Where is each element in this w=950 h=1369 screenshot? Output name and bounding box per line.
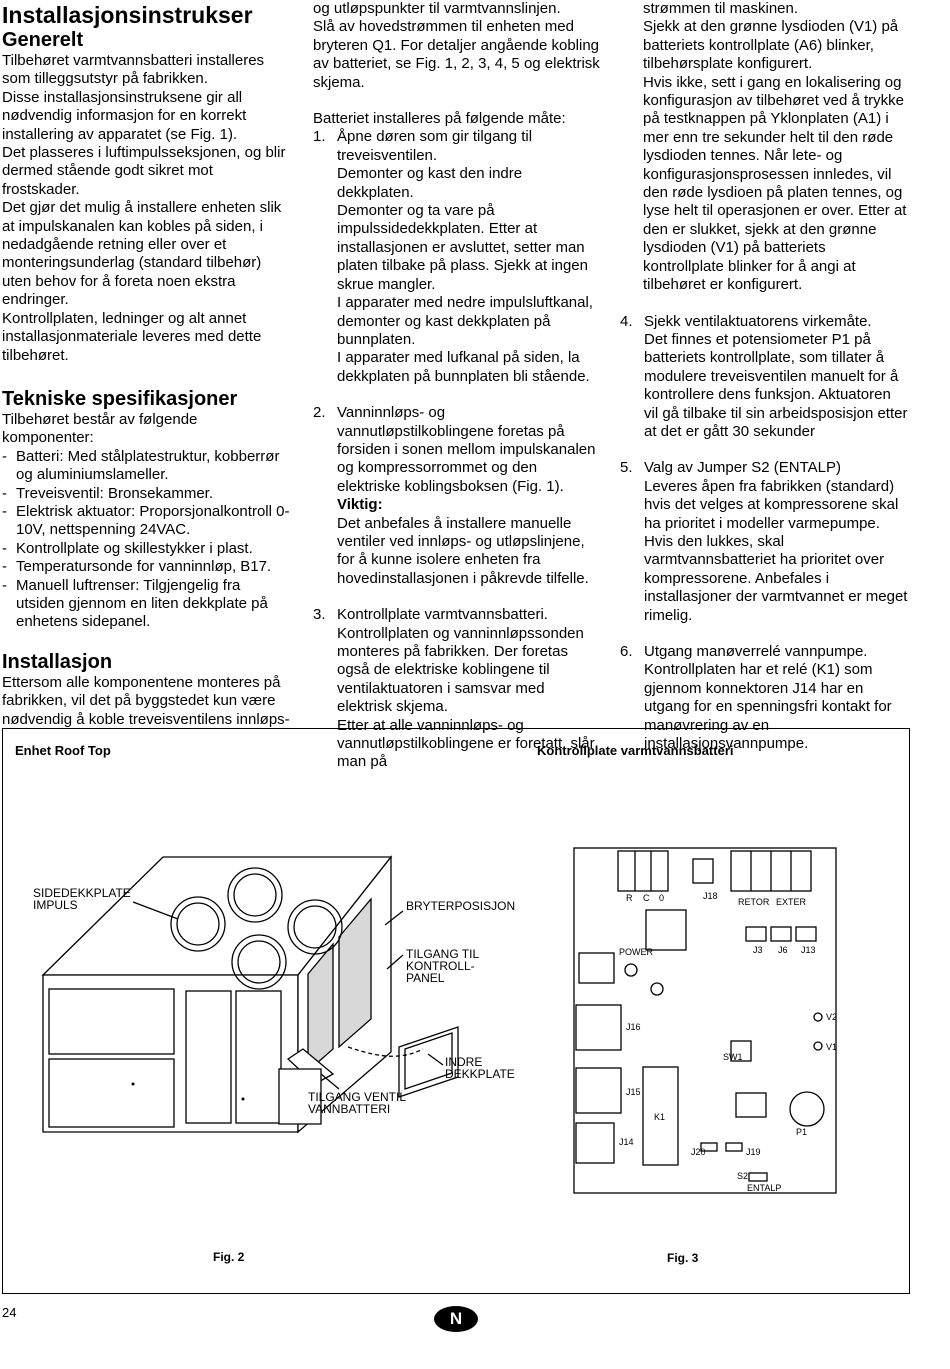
svg-text:KONTROLL-: KONTROLL- [406, 959, 475, 973]
label-tilgang-ventil: TILGANG VENTIL [308, 1090, 407, 1104]
list-item: - Temperatursonde for vanninnløp, B17. [2, 558, 272, 576]
step-4: 4. Sjekk ventilaktuatorens virkemåte. Det finnes et potensiometer P1 på batteriets kontrollplate, som tillater å modulere treveisventilen manuelt for å kontrollere dens funksjon. Aktuatoren vil gå tilbake til sin arbeidsposisjon etter at det er gått 30 sekunder [620, 312, 908, 440]
step-2: 2. Vanninnløps- og vannutløpstilkoblingene foretas på forsiden i sonen mellom impulskanalen og kompressorrommet og den elektriske koblingsboksen (Fig. 1). Viktig: Det anbefales å installere manuelle ventiler ved innløps- og utløpslinjene, for å kunne isolere enheten fra hovedinstallasjonen i påkrevde tilfelle. [313, 404, 596, 587]
label-tilgang: TILGANG TIL [406, 947, 480, 961]
label-entalp: ENTALP [747, 1183, 782, 1193]
paragraph: Det plasseres i luftimpulsseksjonen, og blir dermed stående godt sikret mot frostskader. [2, 144, 286, 198]
label-j19: J19 [746, 1147, 761, 1157]
list-item: - Manuell luftrenser: Tilgjengelig fra utsiden gjennom en liten dekkplate på enhetens sidepanel. [2, 576, 268, 631]
paragraph: Tilbehøret består av følgende komponenter: [2, 410, 198, 447]
label-retor: RETOR [738, 897, 770, 907]
step-6: 6. Utgang manøverrelé vannpumpe. Kontrollplaten har et relé (K1) som gjennom konnektoren J14 har en utgang for en spenningsfri kontakt for manøvrering av en installasjonsvannpumpe. [620, 643, 892, 753]
paragraph: Slå av hovedstrømmen til enheten med bryteren Q1. For detaljer angående kobling av batteriet, se Fig. 1, 2, 3, 4, 5 og elektrisk skjema. [313, 18, 600, 91]
label-j15: J15 [626, 1087, 641, 1097]
fig2-caption: Fig. 2 [213, 1250, 245, 1264]
svg-text:PANEL: PANEL [406, 971, 445, 985]
step-5: 5. Valg av Jumper S2 (ENTALP) Leveres åpen fra fabrikken (standard) hvis det velges at kompressorene skal ha prioritet i modeller varmepumpe. Hvis den lukkes, skal varmtvannsbatteriet ha prioritet over kompressorene. Anbefales i installasjoner der varmtvannet er meget rimelig. [620, 459, 908, 624]
column-2 [313, 0, 601, 772]
svg-text:VANNBATTERI: VANNBATTERI [308, 1102, 391, 1116]
list-item: - Treveisventil: Bronsekammer. [2, 484, 214, 502]
paragraph: Tilbehøret varmtvannsbatteri installeres som tilleggsutstyr på fabrikken. [2, 52, 265, 88]
fig2-heading: Enhet Roof Top [15, 743, 111, 758]
fig3-caption: Fig. 3 [667, 1251, 699, 1265]
paragraph: Det gjør det mulig å installere enheten slik at impulskanalen kan kobles på siden, i nedadgående retning eller over et monteringsunderlag (standard tilbehør) uten behov for å foreta noen ekstra endringer. [2, 199, 282, 309]
label-k1: K1 [654, 1112, 666, 1122]
paragraph: Kontrollplaten, ledninger og alt annet installasjonmateriale leveres med dette tilbehøret. [2, 309, 262, 364]
label-j16: J16 [626, 1022, 641, 1032]
page-title: Installasjonsinstrukser [2, 2, 253, 28]
label-v1: V1 [826, 1042, 838, 1052]
list-item: - Elektrisk aktuator: Proporsjonalkontroll 0-10V, nettspenning 24VAC. [2, 502, 290, 539]
heading-generelt: Generelt [2, 29, 84, 51]
fig3-heading: Kontrollplate varmtvannsbatteri [537, 743, 734, 758]
label-j6: J6 [778, 945, 788, 955]
label-c: C [643, 893, 650, 903]
label-s2: S2 [737, 1171, 749, 1181]
roof-top-unit-illustration [3, 729, 543, 1249]
label-j3: J3 [753, 945, 763, 955]
label-r: R [626, 893, 633, 903]
label-v2: V2 [826, 1012, 838, 1022]
column-1 [2, 0, 292, 729]
label-j14: J14 [619, 1137, 634, 1147]
figure-box [2, 728, 910, 1294]
language-badge: N [434, 1306, 478, 1332]
label-impuls: IMPULS [33, 898, 78, 912]
column-3 [620, 0, 908, 753]
paragraph: Disse installasjonsinstruksene gir all nødvendig informasjon for en korrekt installering av apparatet (se Fig. 1). [2, 88, 247, 143]
paragraph: Batteriet installeres på følgende måte: [313, 110, 566, 128]
paragraph: Sjekk at den grønne lysdioden (V1) på batteriets kontrollplate (A6) blinker, tilbehørsplate konfigurert. [643, 18, 899, 73]
heading-installasjon: Installasjon [2, 650, 113, 673]
label-j13: J13 [801, 945, 816, 955]
paragraph: Ettersom alle komponentene monteres på fabrikken, vil det på byggstedet kun være nødvendig å koble treveisventilens innløps- [2, 673, 290, 728]
label-0: 0 [659, 893, 665, 903]
label-j18: J18 [703, 891, 718, 901]
label-sidedekkplate: SIDEDEKKPLATE [33, 886, 131, 900]
list-item: - Batteri: Med stålplatestruktur, kobberrør og aluminiumslameller. [2, 447, 280, 484]
label-j20: J20 [691, 1147, 706, 1157]
svg-text:DEKKPLATE: DEKKPLATE [445, 1067, 515, 1081]
step-3: 3. Kontrollplate varmtvannsbatteri. Kontrollplaten og vanninnløpssonden monteres på fabrikken. Der foretas også de elektriske koblingene til ventilaktuatoren i samsvar med elektrisk skjema. Etter at alle vanninnløps- og vannutløpstilkoblingene er foretatt, slår man på [313, 606, 595, 771]
list-item: - Kontrollplate og skillestykker i plast. [2, 539, 253, 557]
paragraph: og utløpspunkter til varmtvannslinjen. [313, 0, 561, 17]
label-indre-dekkplate: INDRE [445, 1055, 483, 1069]
label-sw1: SW1 [723, 1052, 743, 1062]
step-1: 1. Åpne døren som gir tilgang til treveisventilen. Demonter og kast den indre dekkplaten. Demonter og ta vare på impulssidedekkplaten. Etter at installasjonen er avsluttet, setter man platen tilbake på plass. Sjekk at ingen skrue mangler. I apparater med nedre impulsluftkanal, demonter og kast dekkplaten på bunnplaten. I apparater med lufkanal på siden, la dekkplaten på bunnplaten bli stående. [313, 128, 593, 385]
label-bryterposisjon: BRYTERPOSISJON [406, 899, 516, 913]
label-p1: P1 [796, 1127, 808, 1137]
label-power: POWER [619, 947, 654, 957]
label-exter: EXTER [776, 897, 807, 907]
paragraph: Hvis ikke, sett i gang en lokalisering og konfigurasjon av tilbehøret ved å trykke på testknappen på Yklonplaten (A1) i mer enn tre sekunder helt til den røde lysdioden tennes. Når lete- og konfigurasjonsprosessen innledes, vil den røde lysdioen på platen tennes, og lyse helt til operasjonen er over. Etter at den er slukket, sjekk at den grønne lysdioden (V1) på batteriets kontrollplate blinker for å angi at tilbehøret er konfigurert. [643, 73, 907, 294]
heading-tekniske: Tekniske spesifikasjoner [2, 387, 238, 410]
paragraph: strømmen til maskinen. [643, 0, 799, 17]
page-number: 24 [2, 1305, 17, 1320]
control-board-illustration [571, 845, 841, 1197]
